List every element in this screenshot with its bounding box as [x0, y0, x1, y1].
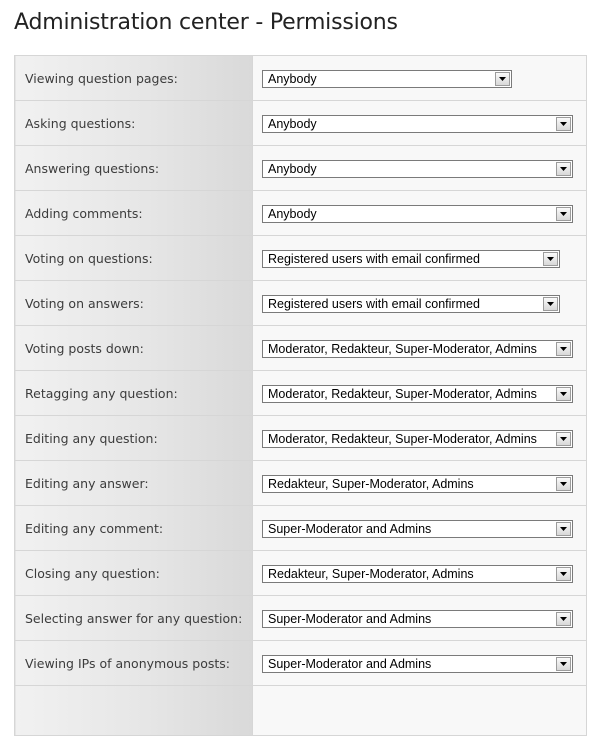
- chevron-down-icon[interactable]: [556, 387, 571, 401]
- table-row: [15, 281, 587, 326]
- table-row: [15, 686, 587, 736]
- chevron-down-icon[interactable]: [556, 432, 571, 446]
- editing-any-question-select[interactable]: [262, 430, 573, 448]
- selecting-answer-for-any-question-select[interactable]: [262, 610, 573, 628]
- answering-questions-select[interactable]: [262, 160, 573, 178]
- permission-value-cell: [253, 686, 587, 736]
- voting-posts-down-select[interactable]: [262, 340, 573, 358]
- closing-any-question-select[interactable]: [262, 565, 573, 583]
- chevron-down-icon[interactable]: [543, 252, 558, 266]
- table-row: [15, 551, 587, 596]
- select-value: Anybody: [268, 161, 317, 176]
- table-row: [15, 371, 587, 416]
- select-value: Moderator, Redakteur, Super-Moderator, Admins: [268, 431, 537, 446]
- adding-comments-select[interactable]: [262, 205, 573, 223]
- editing-any-comment-select[interactable]: [262, 520, 573, 538]
- select-value: Anybody: [268, 116, 317, 131]
- permission-label: Voting on answers:: [15, 281, 253, 326]
- table-row: [15, 641, 587, 686]
- chevron-down-icon[interactable]: [543, 297, 558, 311]
- table-row: [15, 146, 587, 191]
- page-title: Administration center - Permissions: [14, 10, 398, 35]
- chevron-down-icon[interactable]: [556, 162, 571, 176]
- chevron-down-icon[interactable]: [556, 207, 571, 221]
- select-value: Moderator, Redakteur, Super-Moderator, Admins: [268, 341, 537, 356]
- permission-label: Editing any comment:: [15, 506, 253, 551]
- permission-label: Viewing IPs of anonymous posts:: [15, 641, 253, 686]
- permission-label: Editing any question:: [15, 416, 253, 461]
- select-value: Moderator, Redakteur, Super-Moderator, Admins: [268, 386, 537, 401]
- viewing-question-pages-select[interactable]: [262, 70, 512, 88]
- permission-label: Voting posts down:: [15, 326, 253, 371]
- chevron-down-icon[interactable]: [556, 477, 571, 491]
- table-row: [15, 506, 587, 551]
- table-row: [15, 56, 587, 101]
- chevron-down-icon[interactable]: [556, 612, 571, 626]
- permission-label: Viewing question pages:: [15, 56, 253, 101]
- chevron-down-icon[interactable]: [556, 567, 571, 581]
- table-row: [15, 461, 587, 506]
- asking-questions-select[interactable]: [262, 115, 573, 133]
- table-row: [15, 236, 587, 281]
- permission-label: Asking questions:: [15, 101, 253, 146]
- chevron-down-icon[interactable]: [556, 117, 571, 131]
- select-value: Anybody: [268, 71, 317, 86]
- chevron-down-icon[interactable]: [556, 657, 571, 671]
- permission-label: Selecting answer for any question:: [15, 596, 253, 641]
- permission-label: Voting on questions:: [15, 236, 253, 281]
- select-value: Redakteur, Super-Moderator, Admins: [268, 566, 474, 581]
- permission-label: [15, 686, 253, 736]
- voting-on-answers-select[interactable]: [262, 295, 560, 313]
- select-value: Redakteur, Super-Moderator, Admins: [268, 476, 474, 491]
- table-row: [15, 416, 587, 461]
- permission-label: Adding comments:: [15, 191, 253, 236]
- permission-label: Answering questions:: [15, 146, 253, 191]
- permissions-table: [14, 55, 587, 736]
- table-row: [15, 101, 587, 146]
- select-value: Anybody: [268, 206, 317, 221]
- select-value: Registered users with email confirmed: [268, 251, 480, 266]
- select-value: Super-Moderator and Admins: [268, 521, 432, 536]
- voting-on-questions-select[interactable]: [262, 250, 560, 268]
- select-value: Super-Moderator and Admins: [268, 656, 432, 671]
- permission-label: Editing any answer:: [15, 461, 253, 506]
- chevron-down-icon[interactable]: [556, 342, 571, 356]
- table-row: [15, 596, 587, 641]
- table-row: [15, 191, 587, 236]
- table-row: [15, 326, 587, 371]
- editing-any-answer-select[interactable]: [262, 475, 573, 493]
- viewing-ips-of-anonymous-posts-select[interactable]: [262, 655, 573, 673]
- select-value: Super-Moderator and Admins: [268, 611, 432, 626]
- chevron-down-icon[interactable]: [495, 72, 510, 86]
- chevron-down-icon[interactable]: [556, 522, 571, 536]
- permission-label: Closing any question:: [15, 551, 253, 596]
- permission-label: Retagging any question:: [15, 371, 253, 416]
- select-value: Registered users with email confirmed: [268, 296, 480, 311]
- retagging-any-question-select[interactable]: [262, 385, 573, 403]
